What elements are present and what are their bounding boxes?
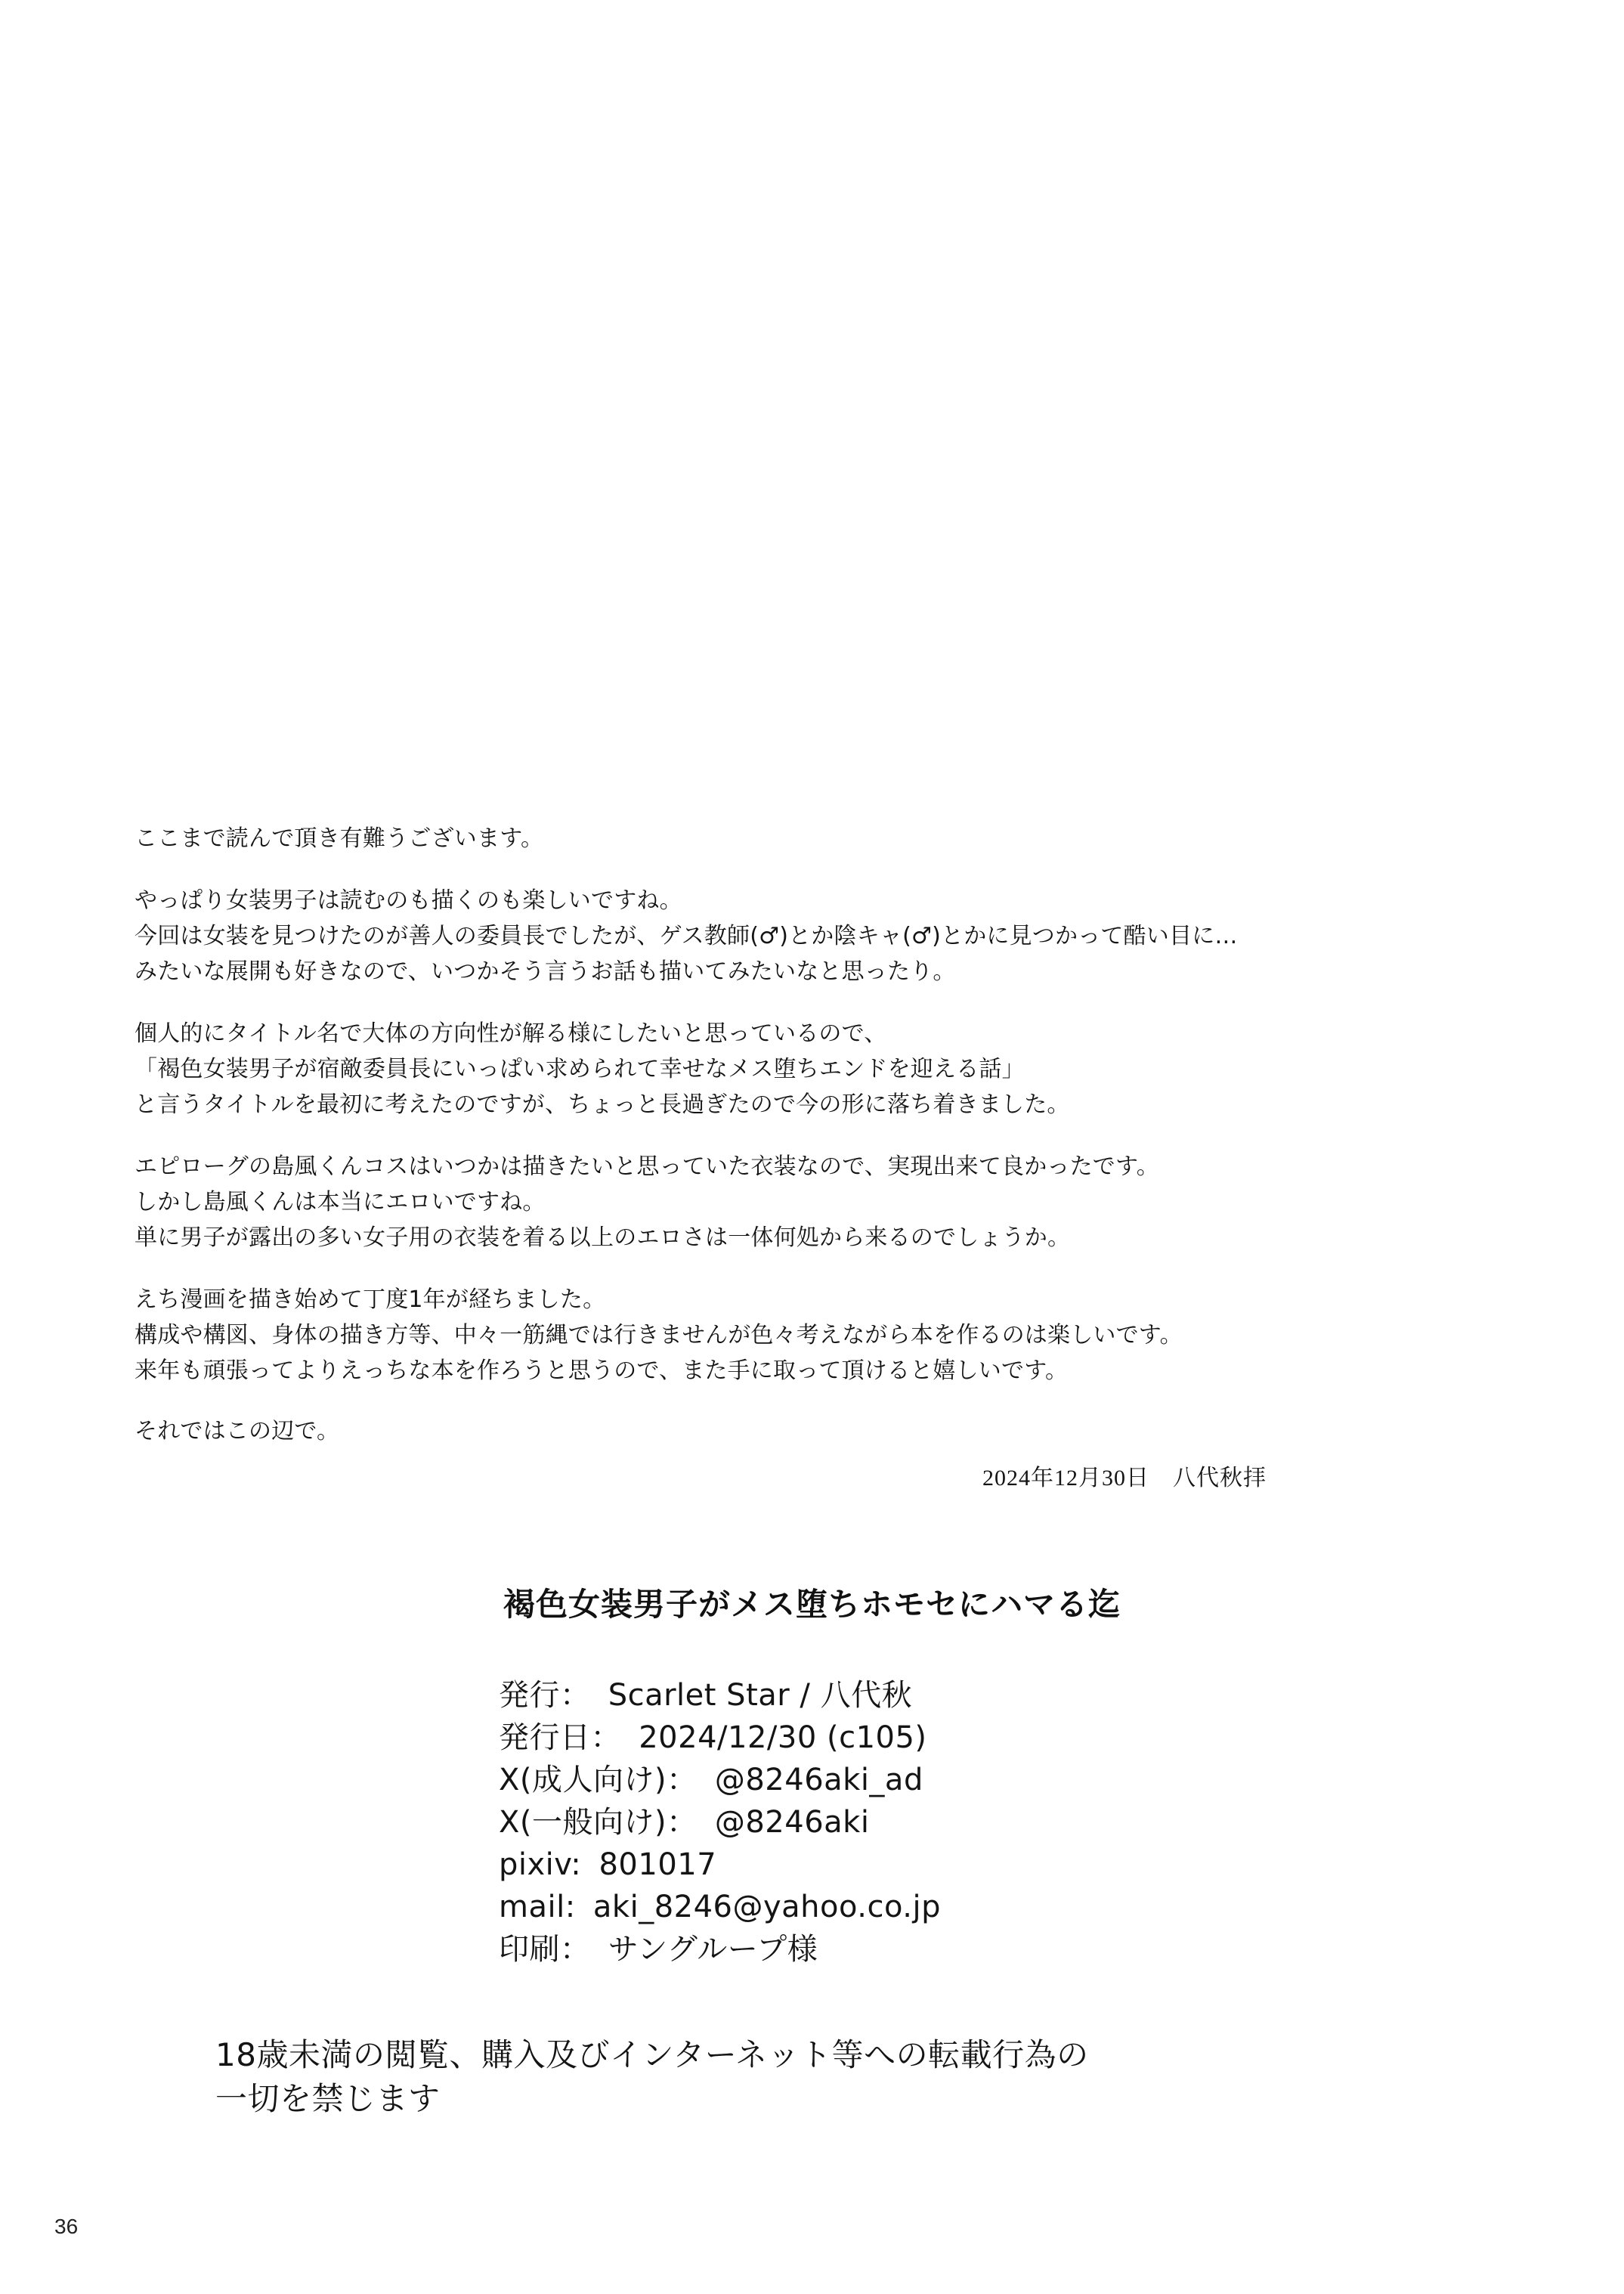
colophon-label: 発行： [499, 1678, 591, 1713]
afterword-line: しかし島風くんは本当にエロいですね。 [135, 1189, 546, 1215]
colophon-value: Scarlet Star / 八代秋 [608, 1678, 913, 1713]
colophon-label: 印刷： [499, 1932, 591, 1967]
afterword-line: 「褐色女装男子が宿敵委員長にいっぱい求められて幸せなメス堕ちエンドを迎える話」 [135, 1056, 1025, 1082]
afterword-line: 個人的にタイトル名で大体の方向性が解る様にしたいと思っているので、 [135, 1020, 887, 1047]
notice-line: 一切を禁じます [215, 2080, 441, 2117]
colophon-label: pixiv: [499, 1847, 582, 1882]
colophon-row [499, 1928, 941, 1970]
colophon-value: 801017 [599, 1847, 717, 1882]
spacer [135, 1122, 1487, 1149]
age-restriction-notice [215, 2033, 1500, 2121]
colophon-label: 発行日： [499, 1720, 621, 1755]
colophon-label: X(成人向け)： [499, 1763, 698, 1797]
afterword-line: えち漫画を描き始めて丁度1年が経ちました。 [135, 1286, 606, 1313]
spacer [135, 856, 1487, 883]
afterword-line: みたいな展開も好きなので、いつかそう言うお話も描いてみたいなと思ったり。 [135, 958, 956, 985]
colophon-value: 2024/12/30 (c105) [639, 1720, 927, 1755]
colophon-value: @8246aki_ad [714, 1763, 923, 1797]
afterword-line: 今回は女装を見つけたのが善人の委員長でしたが、ゲス教師(♂)とか陰キャ(♂)とかに見つかって酷い目に… [135, 923, 1238, 949]
afterword-line: 単に男子が露出の多い女子用の衣装を着る以上のエロさは一体何処から来るのでしょうか。 [135, 1224, 1071, 1251]
afterword-line: それではこの辺で。 [135, 1418, 340, 1444]
afterword-line: ここまで読んで頂き有難うございます。 [135, 825, 544, 852]
colophon-row [499, 1759, 941, 1801]
colophon-label: X(一般向け)： [499, 1805, 698, 1840]
colophon-row [499, 1717, 941, 1759]
colophon-row [499, 1844, 941, 1886]
afterword-signature: 2024年12月30日 八代秋拝 [982, 1466, 1267, 1491]
spacer [135, 1388, 1487, 1413]
colophon-row [499, 1801, 941, 1844]
colophon-value: @8246aki [714, 1805, 870, 1840]
spacer [135, 989, 1487, 1016]
colophon-value: aki_8246@yahoo.co.jp [592, 1890, 941, 1924]
afterword-line: やっぱり女装男子は読むのも描くのも楽しいですね。 [135, 887, 682, 914]
spacer [135, 1255, 1487, 1282]
afterword-line: 来年も頑張ってよりえっちな本を作ろうと思うので、また手に取って頂けると嬉しいです。 [135, 1358, 1069, 1384]
colophon-label: mail: [499, 1890, 576, 1924]
colophon-row [499, 1886, 941, 1928]
afterword-line: エピローグの島風くんコスはいつかは描きたいと思っていた衣装なので、実現出来て良かったです。 [135, 1153, 1159, 1180]
page-number: 36 [54, 2215, 79, 2238]
colophon-title: 褐色女装男子がメス堕ちホモセにハマる迄 [503, 1586, 1121, 1623]
afterword-line: 構成や構図、身体の描き方等、中々一筋縄では行きませんが色々考えながら本を作るのは楽しいです。 [135, 1322, 1183, 1348]
colophon-row [499, 1674, 941, 1717]
colophon-value: サングループ様 [608, 1932, 818, 1967]
afterword-line: と言うタイトルを最初に考えたのですが、ちょっと長過ぎたので今の形に落ち着きました。 [135, 1091, 1070, 1118]
afterword-section [135, 821, 1487, 1449]
colophon-list [499, 1674, 941, 1970]
notice-line: 18歳未満の閲覧、購入及びインターネット等への転載行為の [215, 2036, 1089, 2073]
